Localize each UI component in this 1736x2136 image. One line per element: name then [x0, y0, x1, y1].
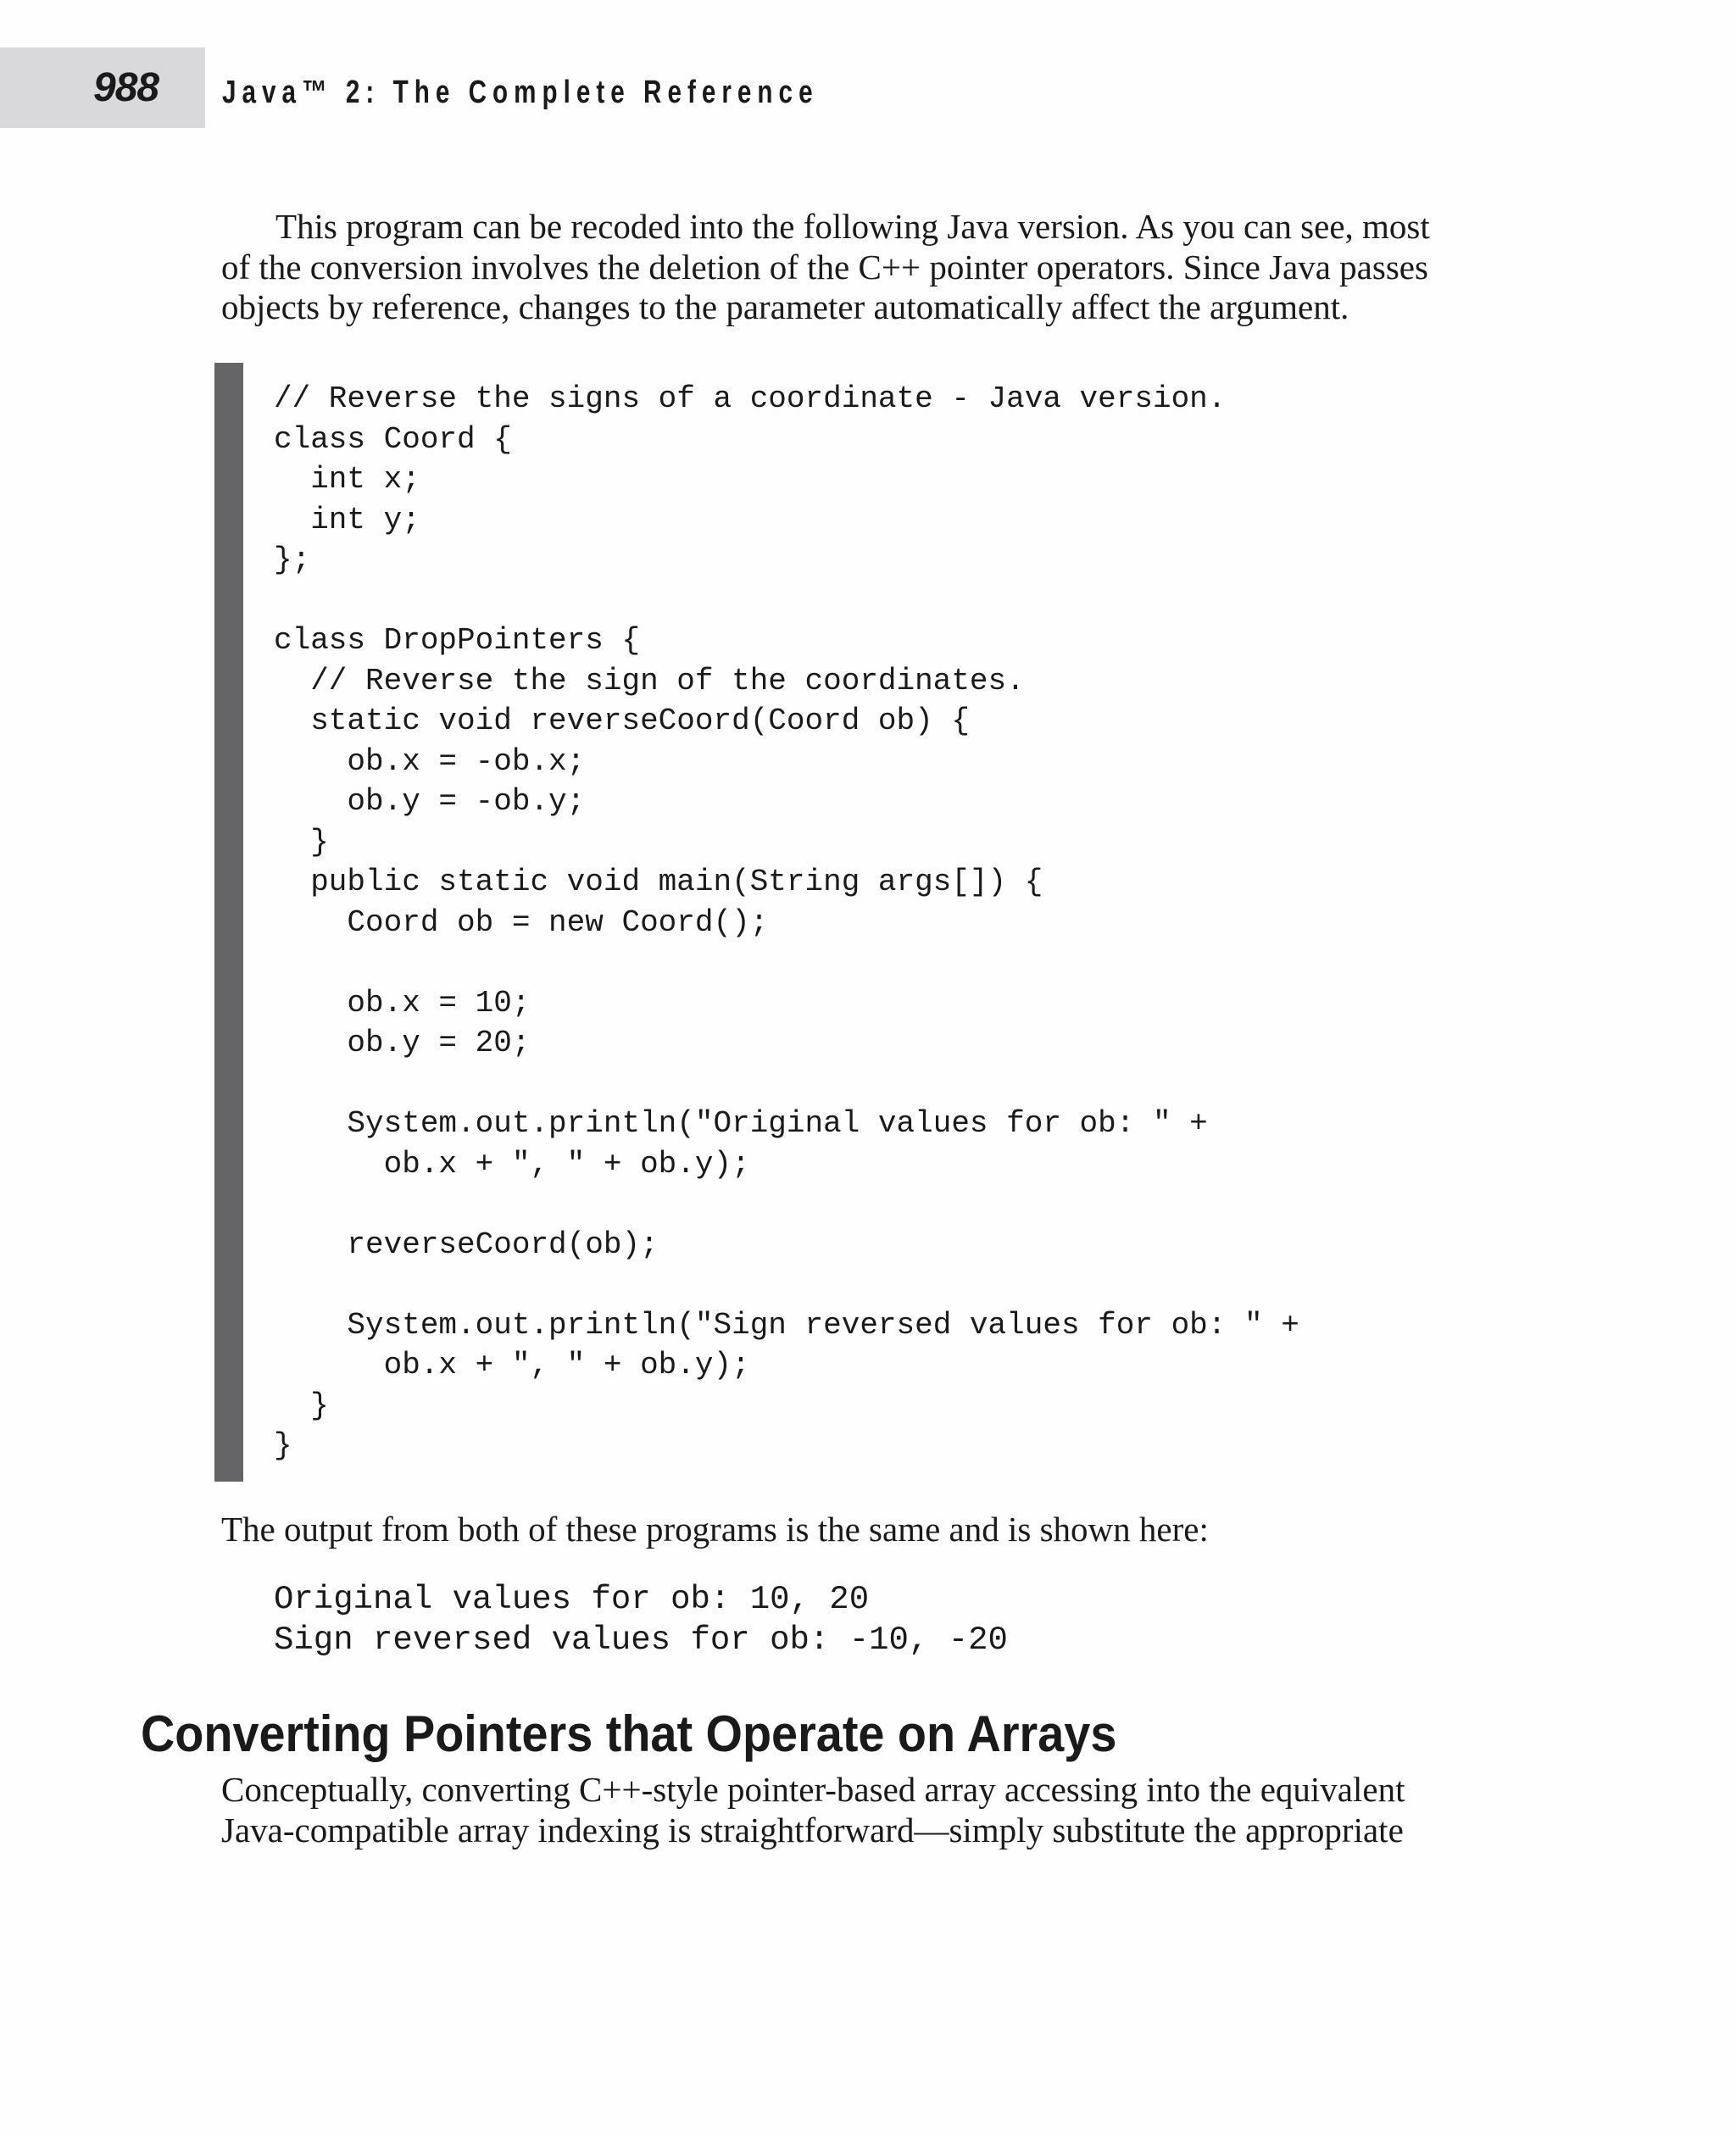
code-line: ob.x = 10; — [274, 985, 531, 1021]
code-line: class Coord { — [274, 421, 512, 457]
running-head: Java™ 2: The Complete Reference — [222, 75, 819, 110]
output-listing — [274, 1580, 1008, 1660]
code-line: ob.x = -ob.x; — [274, 743, 586, 779]
code-line: int y; — [274, 502, 420, 537]
code-line: reverseCoord(ob); — [274, 1227, 659, 1262]
code-line: }; — [274, 542, 311, 577]
section-paragraph — [221, 1770, 1510, 1850]
code-line: // Reverse the signs of a coordinate - Java version. — [274, 381, 1227, 416]
section-paragraph-line: Conceptually, converting C++-style pointer-based array accessing into the equivalent — [221, 1770, 1405, 1809]
code-line: class DropPointers { — [274, 623, 641, 658]
intro-line: objects by reference, changes to the parameter automatically affect the argument. — [221, 287, 1349, 326]
code-line: } — [274, 1388, 329, 1423]
code-line: ob.x + ", " + ob.y); — [274, 1348, 750, 1382]
code-line: static void reverseCoord(Coord ob) { — [274, 704, 970, 738]
intro-line: This program can be recoded into the following Java version. As you can see, most — [275, 207, 1430, 246]
code-line: int x; — [274, 462, 420, 497]
code-line: System.out.println("Original values for ob: " + — [274, 1106, 1208, 1141]
code-line: } — [274, 824, 329, 859]
code-listing-bar — [214, 363, 243, 1482]
page-number: 988 — [93, 65, 159, 110]
intro-paragraph — [221, 207, 1510, 328]
code-line — [274, 1184, 1299, 1225]
code-line — [274, 581, 1299, 621]
code-line: Coord ob = new Coord(); — [274, 904, 769, 940]
code-line: System.out.println("Sign reversed values for ob: " + — [274, 1307, 1299, 1343]
code-line: ob.y = 20; — [274, 1026, 531, 1060]
code-line: } — [274, 1428, 292, 1463]
output-line: Sign reversed values for ob: -10, -20 — [274, 1621, 1008, 1659]
output-line: Original values for ob: 10, 20 — [274, 1581, 870, 1618]
code-line: // Reverse the sign of the coordinates. — [274, 663, 1025, 698]
code-listing — [274, 379, 1299, 1466]
intro-line: of the conversion involves the deletion of the C++ pointer operators. Since Java passes — [221, 247, 1428, 286]
section-paragraph-line: Java-compatible array indexing is straightforward—simply substitute the appropriate — [221, 1810, 1404, 1850]
code-line — [274, 1064, 1299, 1104]
output-intro: The output from both of these programs is the same and is shown here: — [221, 1510, 1209, 1549]
code-line: ob.y = -ob.y; — [274, 784, 586, 819]
code-line: ob.x + ", " + ob.y); — [274, 1146, 750, 1182]
code-line — [274, 943, 1299, 983]
section-heading: Converting Pointers that Operate on Arrays — [141, 1705, 1117, 1762]
code-line — [274, 1265, 1299, 1305]
code-line: public static void main(String args[]) { — [274, 865, 1043, 899]
